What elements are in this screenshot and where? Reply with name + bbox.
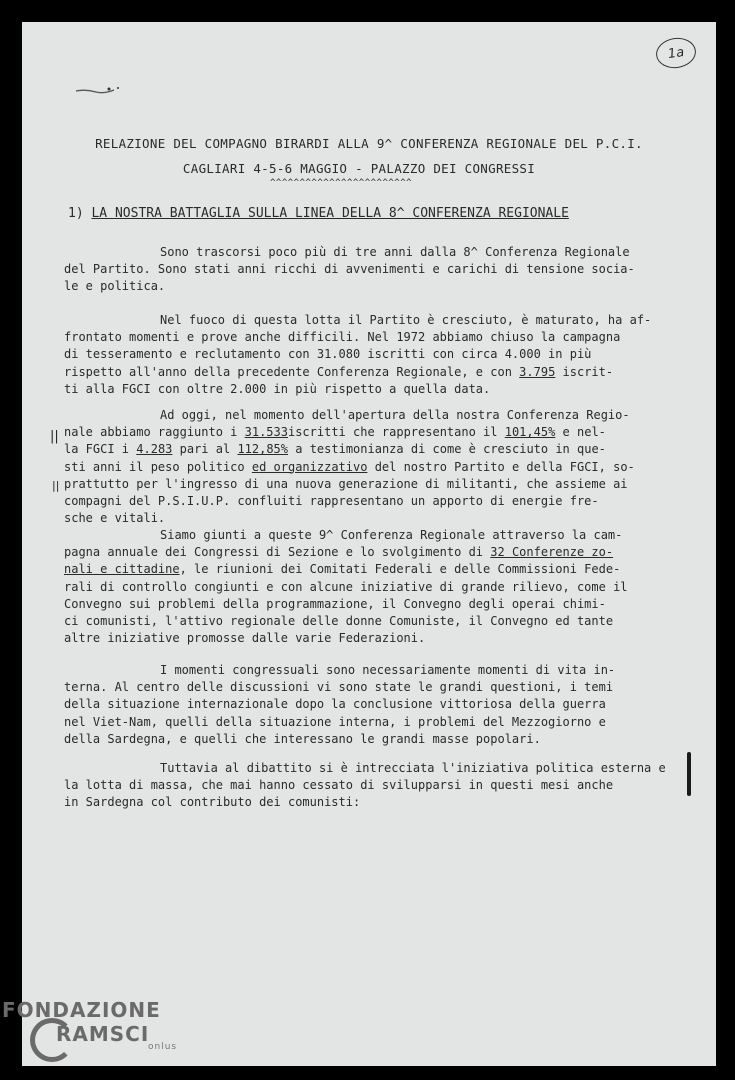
text-line — [64, 544, 624, 561]
underlined-figure: 101,45% — [504, 425, 556, 440]
text-segment: sti anni il peso politico — [64, 459, 245, 474]
section-number: 1) — [68, 206, 84, 221]
text-segment: e nel- — [562, 425, 606, 440]
underlined-figure: 3.795 — [519, 364, 556, 379]
text-segment: nale abbiamo raggiunto i — [64, 425, 238, 440]
underlined-phrase: 32 Conferenze zo- — [490, 545, 614, 560]
text-line: ti alla FGCI con oltre 2.000 in più rispetto a quella data. — [64, 381, 491, 396]
text-segment: la FGCI i — [64, 442, 130, 457]
text-line: Tuttavia al dibattito si è intrecciata l'iniziativa politica esterna e — [160, 761, 666, 775]
text-line: ci comunisti, l'attivo regionale delle donne Comuniste, il Convegno ed tante — [64, 614, 614, 629]
margin-mark: || — [50, 429, 59, 444]
text-segment: del nostro Partito e della FGCI, so- — [374, 459, 635, 474]
text-line: altre iniziative promosse dalle varie Federazioni. — [64, 631, 426, 646]
paragraph-1 — [64, 244, 635, 296]
text-line: Nel fuoco di questa lotta il Partito è cresciuto, è maturato, ha af- — [160, 313, 652, 327]
text-line: prattutto per l'ingresso di una nuova generazione di militanti, che assieme ai — [64, 476, 628, 491]
paragraph-3 — [64, 407, 635, 527]
margin-mark: || — [52, 479, 60, 492]
watermark-line-1: FONDAZIONE — [2, 998, 161, 1022]
text-line: del Partito. Sono stati anni ricchi di avvenimenti e carichi di tensione socia- — [64, 262, 635, 277]
text-line: di tesseramento e reclutamento con 31.080 iscritti con circa 4.000 in più — [64, 347, 592, 362]
title-underline: ^^^^^^^^^^^^^^^^^^^^^^^^ — [270, 178, 413, 188]
text-line: Sono trascorsi poco più di tre anni dalla 8^ Conferenza Regionale — [160, 245, 630, 259]
paragraph-2 — [64, 312, 652, 398]
text-line: la lotta di massa, che mai hanno cessato di svilupparsi in questi mesi anche — [64, 778, 614, 793]
text-line — [64, 561, 624, 578]
text-segment: pagna annuale dei Congressi di Sezione e lo svolgimento di — [64, 545, 484, 560]
document-subtitle: CAGLIARI 4-5-6 MAGGIO - PALAZZO DEI CONGRESSI — [182, 161, 536, 176]
margin-ink-stroke — [687, 752, 691, 796]
section-title: LA NOSTRA BATTAGLIA SULLA LINEA DELLA 8^ CONFERENZA REGIONALE — [91, 206, 569, 221]
text-line: I momenti congressuali sono necessariamente momenti di vita in- — [160, 663, 616, 677]
text-segment: , le riunioni dei Comitati Federali e delle Commissioni Fede- — [179, 562, 621, 577]
text-segment: iscrit- — [562, 364, 614, 379]
text-line: sche e vitali. — [64, 511, 166, 526]
text-line: nel Viet-Nam, quelli della situazione interna, i problemi del Mezzogiorno e — [64, 714, 606, 729]
underlined-phrase: ed organizzativo — [251, 459, 368, 474]
underlined-figure: 31.533 — [244, 425, 288, 440]
underlined-figure: 4.283 — [136, 442, 173, 457]
text-line: della situazione internazionale dopo la conclusione vittoriosa della guerra — [64, 697, 606, 712]
watermark-line-2: RAMSCI — [56, 1022, 150, 1046]
text-line: frontato momenti e prove anche difficili. Nel 1972 abbiamo chiuso la campagna — [64, 330, 621, 345]
text-line: Convegno sui problemi della programmazione, il Convegno degli operai chimi- — [64, 596, 606, 611]
archive-number-stamp: 1a — [654, 35, 698, 70]
text-line: Siamo giunti a queste 9^ Conferenza Regionale attraverso la cam- — [160, 528, 623, 542]
underlined-phrase: nali e cittadine — [64, 562, 180, 577]
text-line — [64, 441, 624, 458]
document-title: RELAZIONE DEL COMPAGNO BIRARDI ALLA 9^ CONFERENZA REGIONALE DEL P.C.I. — [95, 136, 643, 151]
text-line: della Sardegna, e quelli che interessano le grandi masse popolari. — [64, 731, 541, 746]
document-page — [22, 22, 716, 1066]
text-segment: rispetto all'anno della precedente Conferenza Regionale, e con — [64, 364, 512, 379]
text-segment: a testimonianza di come è cresciuto in que- — [295, 442, 606, 457]
text-line — [64, 459, 635, 476]
ink-smudge — [74, 86, 124, 96]
text-line: rali di controllo congiunti e con alcune iniziative di grande rilievo, come il — [64, 579, 628, 594]
watermark-logo — [2, 998, 177, 1052]
text-line: terna. Al centro delle discussioni vi sono state le grandi questioni, i temi — [64, 680, 614, 695]
paragraph-5 — [64, 662, 624, 748]
text-line: compagni del P.S.I.U.P. confluiti rappresentano un apporto di energie fre- — [64, 494, 599, 509]
text-line — [64, 364, 624, 381]
paragraph-6 — [64, 760, 666, 812]
text-segment: iscritti che rappresentano il — [287, 425, 498, 440]
text-line: le e politica. — [64, 279, 166, 294]
text-line — [64, 424, 624, 441]
text-segment: pari al — [179, 442, 231, 457]
text-line: Ad oggi, nel momento dell'apertura della nostra Conferenza Regio- — [160, 408, 630, 422]
watermark-line-3: onlus — [148, 1042, 178, 1052]
underlined-figure: 112,85% — [237, 442, 289, 457]
text-line: in Sardegna col contributo dei comunisti: — [64, 795, 361, 810]
paragraph-4 — [64, 527, 628, 647]
section-heading — [68, 206, 569, 221]
